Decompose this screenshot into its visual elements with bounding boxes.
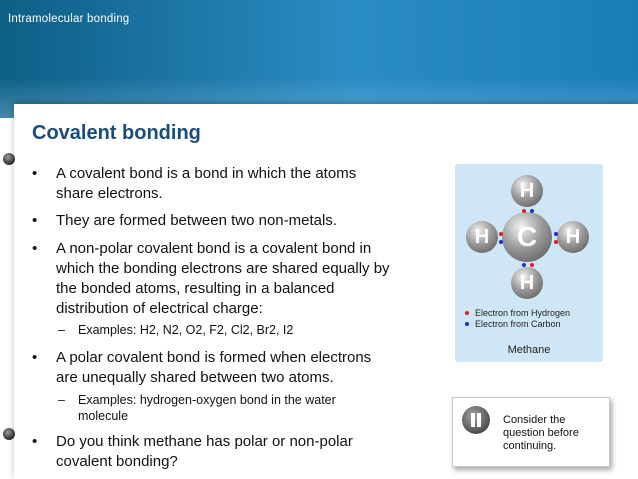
electron-carbon	[499, 240, 503, 244]
legend-label: Electron from Hydrogen	[475, 308, 571, 318]
hydrogen-atom-left: H	[466, 221, 498, 253]
bullet-text: Do you think methane has polar or non-polar covalent bonding?	[56, 433, 353, 470]
legend-dot	[465, 311, 469, 315]
sub-bullet-item	[58, 392, 398, 424]
bullet-dot: •	[32, 165, 38, 182]
bullet-knob-icon	[3, 428, 15, 440]
bullet-item	[32, 211, 412, 231]
sub-bullet-dash: –	[58, 393, 65, 407]
hydrogen-atom-bottom: H	[511, 267, 543, 299]
pause-prompt	[452, 397, 610, 467]
legend-label: Electron from Carbon	[475, 319, 561, 329]
electron-carbon	[522, 263, 526, 267]
sub-bullet-text: Examples: H2, N2, O2, F2, Cl2, Br2, I2	[78, 323, 294, 337]
sub-bullet-text: Examples: hydrogen-oxygen bond in the water molecule	[78, 393, 336, 423]
methane-figure	[455, 164, 603, 362]
pause-icon[interactable]	[462, 406, 490, 434]
sub-bullet-item	[58, 322, 398, 338]
electron-hydrogen	[554, 240, 558, 244]
bullet-item	[32, 348, 412, 388]
sub-bullet-dash: –	[58, 323, 65, 337]
slide-title: Covalent bonding	[32, 122, 201, 144]
bullet-dot: •	[32, 433, 38, 450]
bullet-text: A non-polar covalent bond is a covalent bond in which the bonding electrons are shared equally by the bonded atoms, resulting in a balanced distribution of electrical charge:	[56, 240, 390, 317]
bullet-text: They are formed between two non-metals.	[56, 212, 337, 229]
bullet-item	[32, 239, 422, 319]
bullet-item	[32, 164, 412, 204]
hydrogen-atom-right: H	[557, 221, 589, 253]
electron-hydrogen	[522, 209, 526, 213]
bullet-dot: •	[32, 212, 38, 229]
pause-prompt-text: Consider the question before continuing.	[503, 414, 579, 452]
bullet-dot: •	[32, 240, 38, 257]
bullet-text: A covalent bond is a bond in which the atoms share electrons.	[56, 165, 357, 202]
electron-hydrogen	[499, 232, 503, 236]
electron-carbon	[554, 232, 558, 236]
bullet-knob-icon	[3, 153, 15, 165]
legend-dot	[465, 322, 469, 326]
hydrogen-atom-top: H	[511, 175, 543, 207]
header-title: Intramolecular bonding	[8, 13, 130, 25]
bullet-item	[32, 432, 412, 472]
bullet-text: A polar covalent bond is formed when electrons are unequally shared between two atoms.	[56, 349, 372, 386]
figure-caption: Methane	[507, 344, 551, 356]
electron-hydrogen	[530, 263, 534, 267]
electron-carbon	[530, 209, 534, 213]
carbon-atom: C	[502, 212, 552, 262]
bullet-dot: •	[32, 349, 38, 366]
header-banner	[0, 0, 638, 118]
